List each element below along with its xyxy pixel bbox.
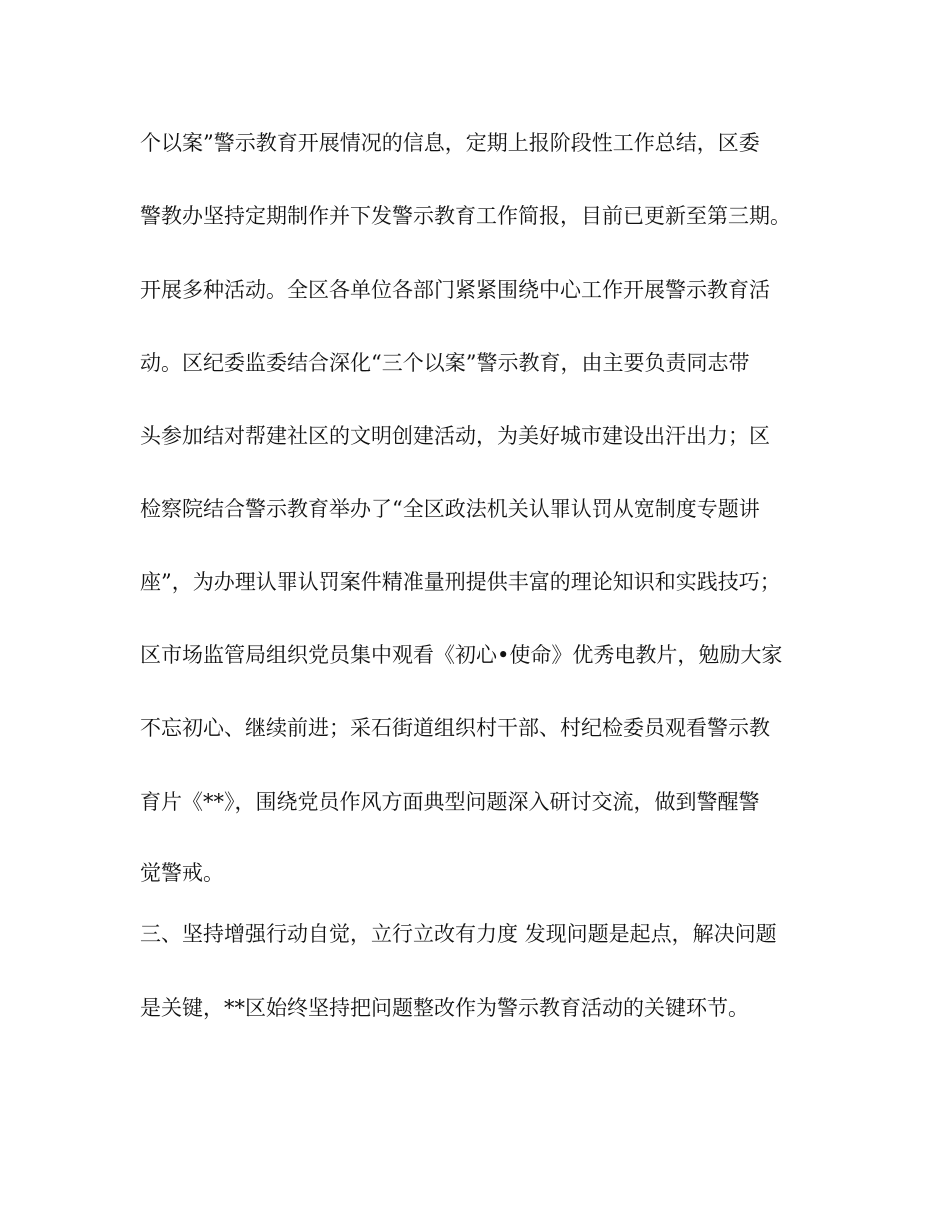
text-line: 区市场监管局组织党员集中观看《初心•使命》优秀电教片，勉励大家	[140, 643, 783, 667]
text-line: 检察院结合警示教育举办了“全区政法机关认罪认罚从宽制度专题讲	[140, 497, 760, 521]
text-line: 是关键，**区始终坚持把问题整改作为警示教育活动的关键环节。	[140, 996, 749, 1020]
text-line: 动。区纪委监委结合深化“三个以案”警示教育，由主要负责同志带	[140, 351, 750, 375]
text-line: 不忘初心、继续前进；采石街道组织村干部、村纪检委员观看警示教	[140, 716, 770, 740]
text-line: 育片《**》，围绕党员作风方面典型问题深入研讨交流，做到警醒警	[140, 790, 760, 814]
text-line: 个以案”警示教育开展情况的信息，定期上报阶段性工作总结，区委	[140, 131, 760, 155]
section-heading-line: 三、坚持增强行动自觉，立行立改有力度 发现问题是起点，解决问题	[140, 922, 777, 946]
text-line: 座”，为办理认罪认罚案件精准量刑提供丰富的理论知识和实践技巧；	[140, 570, 781, 594]
text-line: 头参加结对帮建社区的文明创建活动，为美好城市建设出汗出力；区	[140, 424, 770, 448]
text-line: 觉警戒。	[140, 861, 224, 885]
text-line: 开展多种活动。全区各单位各部门紧紧围绕中心工作开展警示教育活	[140, 278, 770, 302]
text-line: 警教办坚持定期制作并下发警示教育工作简报，目前已更新至第三期。	[140, 204, 791, 228]
